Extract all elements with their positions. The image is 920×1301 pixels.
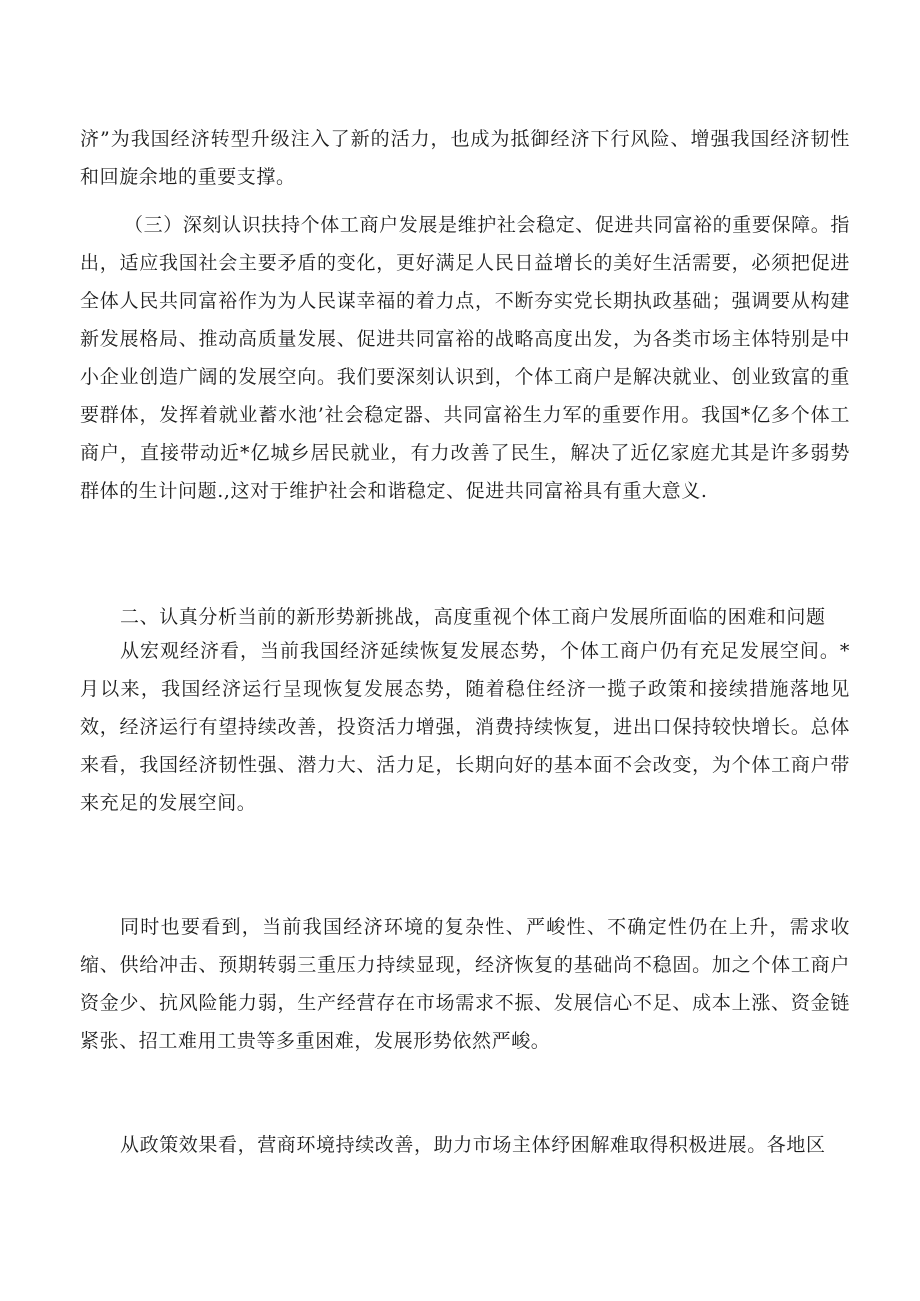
paragraph-macro-economy: 从宏观经济看，当前我国经济延续恢复发展态势，个体工商户仍有充足发展空间。*月以来，我国经济运行呈现恢复发展态势，随着稳住经济一揽子政策和接续措施落地见效，经济运行有望持续改善，投资活力增强，消费持续恢复，进出口保持较快增长。总体来看，我国经济韧性强、潜力大、活力足，长期向好的基本面不会改变，为个体工商户带来充足的发展空间。 xyxy=(80,640,850,814)
paragraph-section-three: （三）深刻认识扶持个体工商户发展是维护社会稳定、促进共同富裕的重要保障。指出，适应我国社会主要矛盾的变化，更好满足人民日益增长的美好生活需要，必须把促进全体人民共同富裕作为为人民谋幸福的着力点，不断夯实党长期执政基础；强调要从构建新发展格局、推动高质量发展、促进共同富裕的战略高度出发，为各类市场主体特别是中小企业创造广阔的发展空向。我们要深刻认识到，个体工商户是解决就业、创业致富的重要群体，发挥着就业蓄水池’社会稳定器、共同富裕生力军的重要作用。我国*亿多个体工商户，直接带动近*亿城乡居民就业，有力改善了民生，解决了近亿家庭尤其是许多弱势群体的生计问题.,这对于维护社会和谐稳定、促进共同富裕具有重大意义. xyxy=(80,214,850,502)
section-heading-two: 二、认真分析当前的新形势新挑战，高度重视个体工商户发展所面临的困难和问题 xyxy=(120,606,826,628)
paragraph-economy-continuation: 济”为我国经济转型升级注入了新的活力，也成为抵御经济下行风险、增强我国经济韧性和回旋余地的重要支撑。 xyxy=(80,128,850,188)
paragraph-policy-effects: 从政策效果看，营商环境持续改善，助力市场主体纾困解难取得积极进展。各地区 xyxy=(120,1134,826,1156)
paragraph-challenges: 同时也要看到，当前我国经济环境的复杂性、严峻性、不确定性仍在上升，需求收缩、供给冲击、预期转弱三重压力持续显现，经济恢复的基础尚不稳固。加之个体工商户资金少、抗风险能力弱，生产经营存在市场需求不振、发展信心不足、成本上涨、资金链紧张、招工难用工贵等多重困难，发展形势依然严峻。 xyxy=(80,916,850,1052)
